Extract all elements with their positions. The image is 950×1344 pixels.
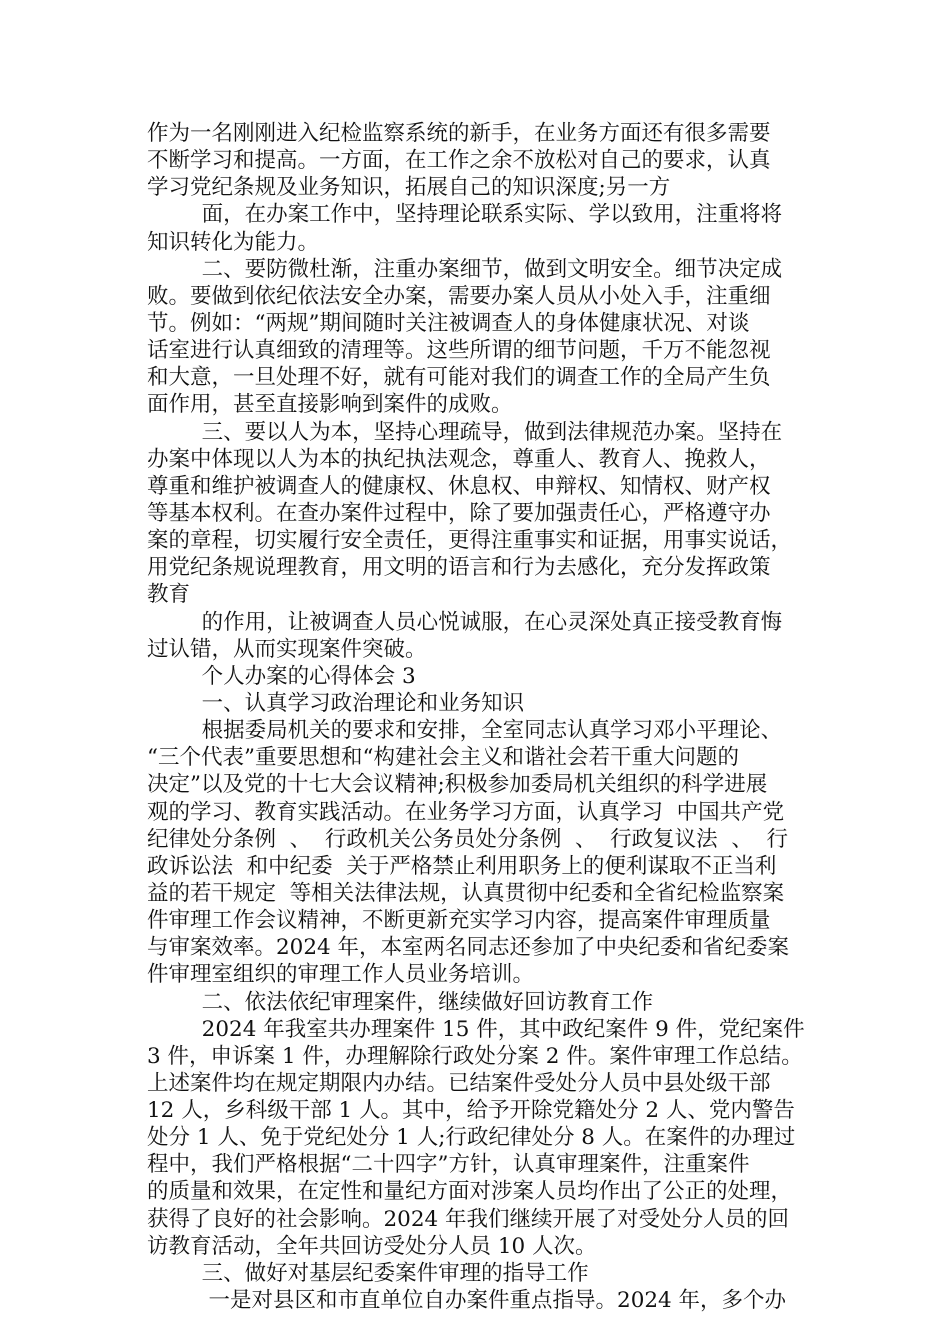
- text-line: 决定”以及党的十七大会议精神;积极参加委局机关组织的科学进展: [147, 772, 768, 798]
- text-line: 观的学习、教育实践活动。在业务学习方面，认真学习 中国共产党: [147, 799, 785, 825]
- document-body-text: [147, 120, 819, 1314]
- text-line: 面，在办案工作中，坚持理论联系实际、学以致用，注重将将: [147, 202, 783, 228]
- text-line: 访教育活动，全年共回访受处分人员 10 人次。: [147, 1233, 597, 1259]
- text-line: 益的若干规定 等相关法律法规，认真贯彻中纪委和全省纪检监察案: [147, 880, 785, 906]
- text-line: 案的章程，切实履行安全责任，更得注重事实和证据，用事实说话，: [147, 528, 793, 554]
- text-line: “三个代表”重要思想和“构建社会主义和谐社会若干重大问题的: [147, 745, 739, 771]
- text-line: 上述案件均在规定期限内办结。已结案件受处分人员中县处级干部: [147, 1070, 771, 1096]
- text-line: 二、要防微杜渐，注重办案细节，做到文明安全。细节决定成: [147, 256, 783, 282]
- text-line: 纪律处分条例 、 行政机关公务员处分条例 、 行政复议法 、 行: [147, 826, 789, 852]
- text-line: 根据委局机关的要求和安排，全室同志认真学习邓小平理论、: [147, 718, 783, 744]
- text-line: 知识转化为能力。: [147, 229, 320, 255]
- text-line: 的质量和效果，在定性和量纪方面对涉案人员均作出了公正的处理，: [147, 1179, 793, 1205]
- text-line: 一、认真学习政治理论和业务知识: [147, 690, 525, 716]
- text-line: 2024 年我室共办理案件 15 件，其中政纪案件 9 件，党纪案件: [147, 1016, 805, 1042]
- text-line: 二、依法依纪审理案件，继续做好回访教育工作: [147, 989, 654, 1015]
- text-line: 个人办案的心得体会 3: [147, 663, 416, 689]
- text-line: 面作用，甚至直接影响到案件的成败。: [147, 392, 513, 418]
- text-line: 节。例如：“两规”期间随时关注被调查人的身体健康状况、对谈: [147, 310, 750, 336]
- text-line: 尊重和维护被调查人的健康权、休息权、申辩权、知情权、财产权: [147, 473, 771, 499]
- text-line: 过认错，从而实现案件突破。: [147, 636, 427, 662]
- text-line: 的作用，让被调查人员心悦诚服，在心灵深处真正接受教育悔: [147, 609, 783, 635]
- text-line: 三、要以人为本，坚持心理疏导，做到法律规范办案。坚持在: [147, 419, 783, 445]
- text-line: 学习党纪条规及业务知识，拓展自己的知识深度;另一方: [147, 175, 671, 201]
- text-line: 12 人，乡科级干部 1 人。其中，给予开除党籍处分 2 人、党内警告: [147, 1098, 795, 1124]
- text-line: 程中，我们严格根据“二十四字”方针，认真审理案件，注重案件: [147, 1152, 750, 1178]
- text-line: 件审理工作会议精神，不断更新充实学习内容，提高案件审理质量: [147, 908, 771, 934]
- text-line: 和大意，一旦处理不好，就有可能对我们的调查工作的全局产生负: [147, 365, 771, 391]
- text-line: 办案中体现以人为本的执纪执法观念，尊重人、教育人、挽救人，: [147, 446, 771, 472]
- text-line: 政诉讼法 和中纪委 关于严格禁止利用职务上的便利谋取不正当利: [147, 853, 777, 879]
- text-line: 作为一名刚刚进入纪检监察系统的新手，在业务方面还有很多需要: [147, 121, 771, 146]
- text-line: 与审案效率。2024 年，本室两名同志还参加了中央纪委和省纪委案: [147, 935, 790, 961]
- text-line: 用党纪条规说理教育，用文明的语言和行为去感化，充分发挥政策: [147, 555, 771, 581]
- text-line: 败。要做到依纪依法安全办案，需要办案人员从小处入手，注重细: [147, 283, 771, 309]
- text-line: 不断学习和提高。一方面，在工作之余不放松对自己的要求，认真: [147, 148, 771, 174]
- text-line: 等基本权利。在查办案件过程中，除了要加强责任心，严格遵守办: [147, 500, 771, 526]
- text-line: 获得了良好的社会影响。2024 年我们继续开展了对受处分人员的回: [147, 1206, 790, 1232]
- text-line: 3 件，申诉案 1 件，办理解除行政处分案 2 件。案件审理工作总结。: [147, 1043, 803, 1069]
- text-line: 处分 1 人、免于党纪处分 1 人;行政纪律处分 8 人。在案件的办理过: [147, 1125, 796, 1151]
- text-line: 话室进行认真细致的清理等。这些所谓的细节问题，千万不能忽视: [147, 338, 771, 364]
- text-line: 件审理室组织的审理工作人员业务培训。: [147, 962, 535, 988]
- text-line: 教育: [147, 582, 191, 608]
- text-line: 三、做好对基层纪委案件审理的指导工作: [147, 1260, 589, 1286]
- text-line: 一是对县区和市直单位自办案件重点指导。2024 年，多个办: [147, 1288, 787, 1314]
